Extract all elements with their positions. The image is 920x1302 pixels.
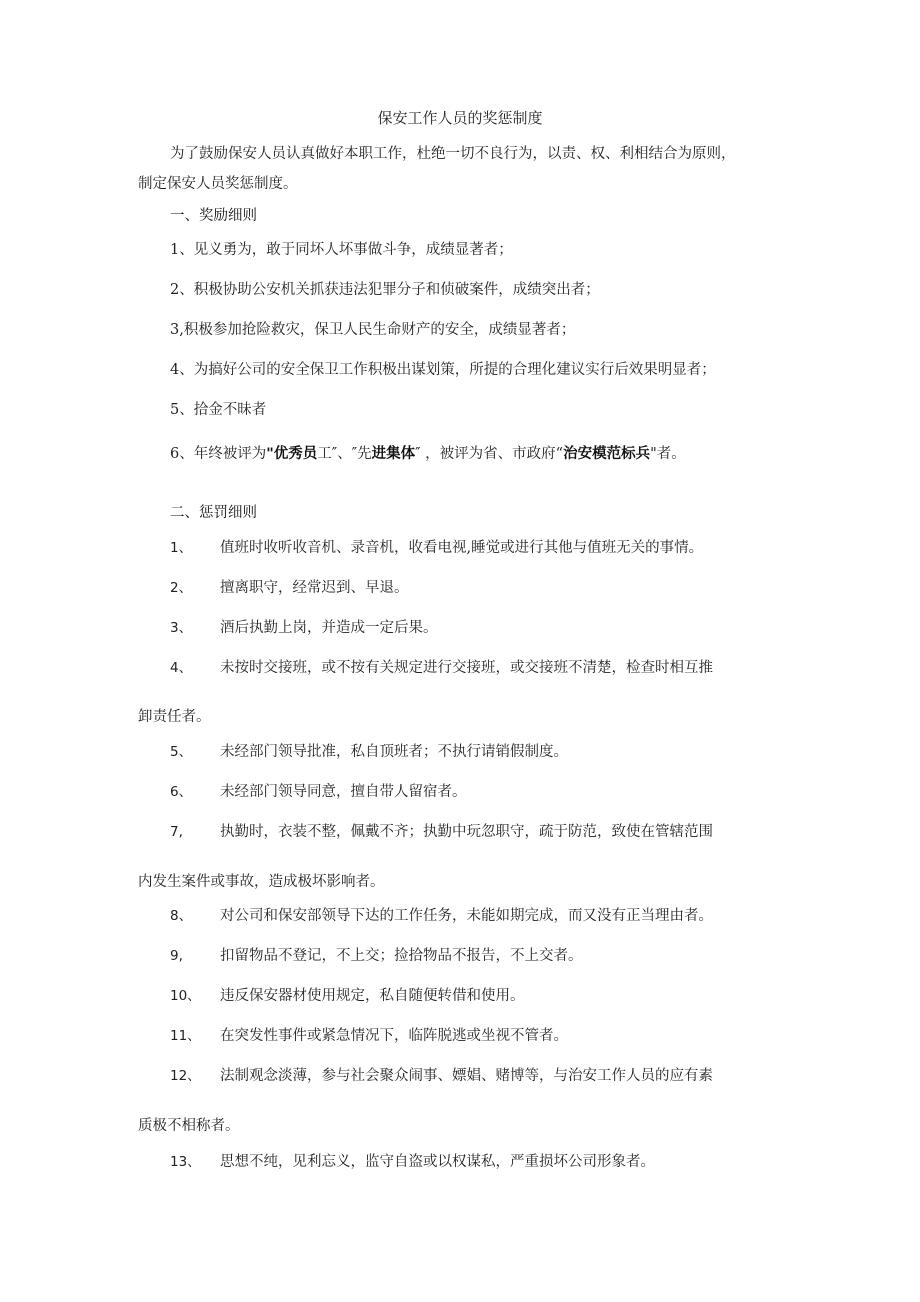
reward-item-6-mid-1: 工″、″先 xyxy=(317,446,372,462)
reward-item-6-quote: " xyxy=(266,446,274,462)
intro-line-1: 为了鼓励保安人员认真做好本职工作，杜绝一切不良行为，以责、权、利相结合为原则， xyxy=(170,146,736,162)
penalty-text-continued: 内发生案件或事故，造成极坏影响者。 xyxy=(138,874,385,890)
penalty-num: 12、 xyxy=(170,1068,201,1084)
penalty-text: 未按时交接班，或不按有关规定进行交接班，或交接班不清楚，检查时相互推 xyxy=(220,660,713,676)
reward-item-6 xyxy=(170,444,686,464)
penalty-text: 擅离职守，经常迟到、早退。 xyxy=(220,580,409,596)
reward-item-4: 4、为搞好公司的安全保卫工作积极出谋划策，所提的合理化建议实行后效果明显者； xyxy=(170,362,716,378)
penalty-num: 7, xyxy=(170,824,183,840)
reward-item-6-prefix: 6、年终被评为 xyxy=(170,446,267,462)
penalty-text: 扣留物品不登记，不上交；捡拾物品不报告，不上交者。 xyxy=(220,948,583,964)
penalty-num: 11、 xyxy=(170,1028,201,1044)
penalty-text: 执勤时，衣装不整，佩戴不齐；执勤中玩忽职守，疏于防范，致使在管辖范围 xyxy=(220,824,713,840)
penalties-heading: 二、惩罚细则 xyxy=(170,505,257,521)
reward-item-3: 3,积极参加抢险救灾，保卫人民生命财产的安全，成绩显著者； xyxy=(170,322,576,338)
penalty-text: 法制观念淡薄，参与社会聚众闹事、嫖娼、赌博等，与治安工作人员的应有素 xyxy=(220,1068,713,1084)
reward-item-6-title-1: 优秀员 xyxy=(273,446,318,462)
penalty-num: 3、 xyxy=(170,620,193,636)
penalty-text: 酒后执勤上岗，并造成一定后果。 xyxy=(220,620,438,636)
penalty-text: 思想不纯，见利忘义，监守自盗或以权谋私，严重损坏公司形象者。 xyxy=(220,1154,655,1170)
intro-line-2: 制定保安人员奖惩制度。 xyxy=(138,176,298,192)
penalty-num: 1、 xyxy=(170,540,193,556)
penalty-num: 5、 xyxy=(170,744,193,760)
penalty-num: 10、 xyxy=(170,988,201,1004)
penalty-text: 未经部门领导同意，擅自带人留宿者。 xyxy=(220,784,467,800)
penalty-num: 8、 xyxy=(170,908,193,924)
penalty-text: 违反保安器材使用规定，私自随便转借和使用。 xyxy=(220,988,525,1004)
reward-item-6-title-3: 治安模范标兵 xyxy=(563,446,651,462)
reward-item-2: 2、积极协助公安机关抓获违法犯罪分子和侦破案件，成绩突出者； xyxy=(170,282,600,298)
reward-item-6-suffix: "者。 xyxy=(650,446,686,462)
reward-item-6-mid-2: ″ ，被评为省、市政府“ xyxy=(415,446,564,462)
penalty-text: 值班时收听收音机、录音机，收看电视,睡觉或进行其他与值班无关的事情。 xyxy=(220,540,704,556)
reward-item-6-title-2: 进集体 xyxy=(371,446,416,462)
penalty-text: 对公司和保安部领导下达的工作任务，未能如期完成，而又没有正当理由者。 xyxy=(220,908,713,924)
penalty-text: 未经部门领导批准，私自顶班者；不执行请销假制度。 xyxy=(220,744,568,760)
penalty-num: 6、 xyxy=(170,784,193,800)
penalty-text: 在突发性事件或紧急情况下，临阵脱逃或坐视不管者。 xyxy=(220,1028,568,1044)
penalty-num: 9, xyxy=(170,948,183,964)
penalty-num: 13、 xyxy=(170,1154,201,1170)
rewards-heading: 一、奖励细则 xyxy=(170,208,257,224)
penalty-text-continued: 质极不相称者。 xyxy=(138,1118,240,1134)
penalty-num: 2、 xyxy=(170,580,193,596)
penalty-num: 4、 xyxy=(170,660,193,676)
penalty-text-continued: 卸责任者。 xyxy=(138,709,211,725)
reward-item-1: 1、见义勇为，敢于同坏人坏事做斗争，成绩显著者； xyxy=(170,242,513,258)
reward-item-5: 5、拾金不昧者 xyxy=(170,402,267,418)
page-title: 保安工作人员的奖惩制度 xyxy=(377,109,543,127)
